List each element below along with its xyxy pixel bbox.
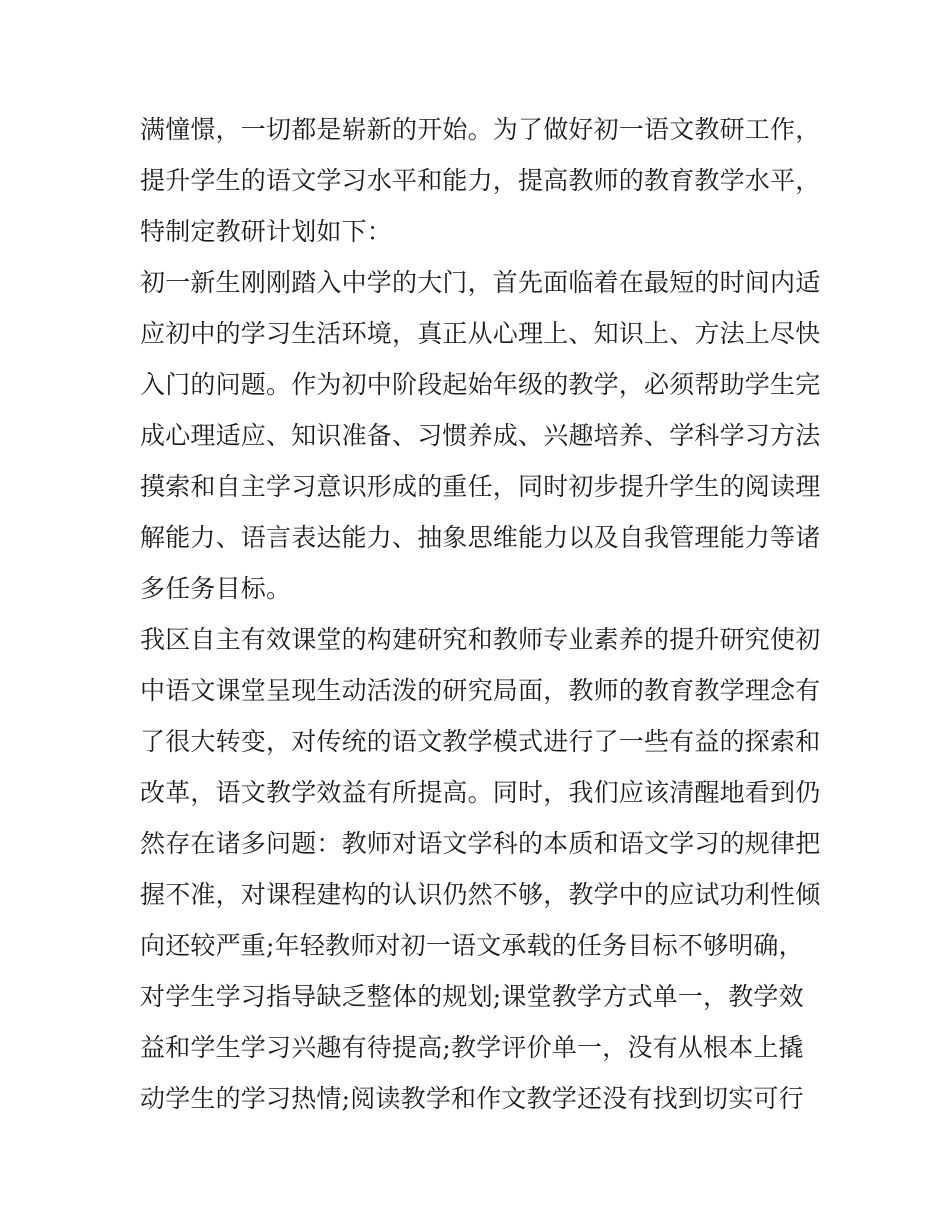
text-line: 多任务目标。 — [140, 574, 292, 603]
text-line: 摸索和自主学习意识形成的重任，同时初步提升学生的阅读理 — [140, 472, 821, 501]
text-line: 特制定教研计划如下： — [140, 217, 393, 246]
text-line: 对学生学习指导缺乏整体的规划;课堂教学方式单一，教学效 — [140, 982, 804, 1011]
document-body — [140, 104, 830, 1124]
text-line: 提升学生的语文学习水平和能力，提高教师的教育教学水平， — [140, 166, 821, 195]
text-line: 中语文课堂呈现生动活泼的研究局面，教师的教育教学理念有 — [140, 676, 821, 705]
text-line: 动学生的学习热情;阅读教学和作文教学还没有找到切实可行 — [140, 1084, 804, 1113]
text-line: 解能力、语言表达能力、抽象思维能力以及自我管理能力等诸 — [140, 523, 821, 552]
text-line: 初一新生刚刚踏入中学的大门，首先面临着在最短的时间内适 — [140, 268, 821, 297]
text-line: 握不准，对课程建构的认识仍然不够，教学中的应试功利性倾 — [140, 880, 821, 909]
text-line: 满憧憬，一切都是崭新的开始。为了做好初一语文教研工作， — [140, 115, 821, 144]
text-line: 益和学生学习兴趣有待提高;教学评价单一，没有从根本上撬 — [140, 1033, 804, 1062]
text-line: 成心理适应、知识准备、习惯养成、兴趣培养、学科学习方法 — [140, 421, 821, 450]
text-line: 然存在诸多问题：教师对语文学科的本质和语文学习的规律把 — [140, 829, 821, 858]
text-line: 改革，语文教学效益有所提高。同时，我们应该清醒地看到仍 — [140, 778, 821, 807]
text-line: 应初中的学习生活环境，真正从心理上、知识上、方法上尽快 — [140, 319, 821, 348]
text-line: 我区自主有效课堂的构建研究和教师专业素养的提升研究使初 — [140, 625, 821, 654]
text-line: 了很大转变，对传统的语文教学模式进行了一些有益的探索和 — [140, 727, 821, 756]
text-line: 入门的问题。作为初中阶段起始年级的教学，必须帮助学生完 — [140, 370, 821, 399]
text-line: 向还较严重;年轻教师对初一语文承载的任务目标不够明确， — [140, 931, 804, 960]
